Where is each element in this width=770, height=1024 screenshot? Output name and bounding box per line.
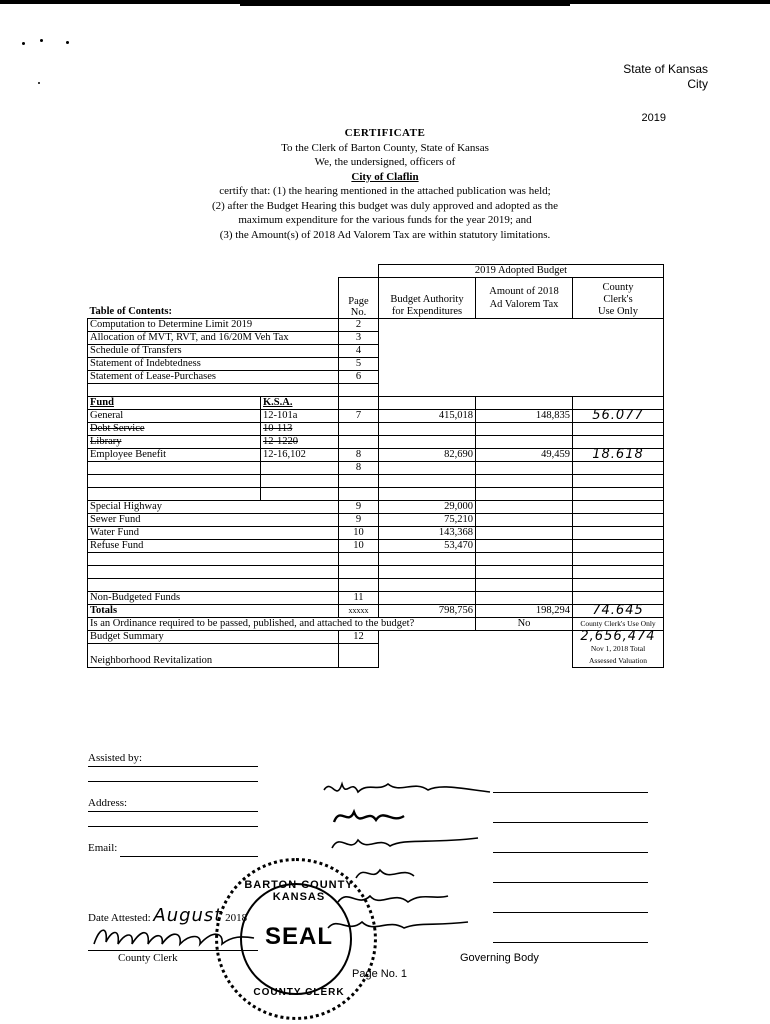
clerk-value: 74.645 (573, 604, 664, 617)
underline (88, 826, 258, 827)
page-header: Page No. (339, 278, 379, 319)
assisted-label: Assisted by: (88, 752, 143, 764)
fund-name: Employee Benefit (88, 448, 261, 461)
fund-name: General (88, 409, 261, 422)
table-row (88, 422, 664, 435)
fund-name: Library (88, 435, 261, 448)
clerk-value: 56.077 (573, 409, 664, 422)
summary-label: Budget Summary (88, 630, 339, 643)
signature-line (493, 852, 648, 853)
budget-year: 2019 (641, 112, 666, 124)
state-label: State of Kansas (623, 62, 708, 76)
speck (38, 82, 40, 84)
page-number: 9 (339, 500, 379, 513)
type-label: City (687, 77, 708, 91)
table-row (88, 461, 664, 474)
tax-value: 198,294 (476, 604, 573, 617)
page-number: 10 (339, 526, 379, 539)
table-row (88, 630, 664, 643)
page-number: 11 (339, 591, 379, 604)
underline (88, 811, 258, 812)
top-border-2 (240, 4, 570, 6)
contents-label: Computation to Determine Limit 2019 (88, 318, 339, 331)
table-row (88, 617, 664, 630)
neighborhood-label: Neighborhood Revitalization (88, 643, 339, 668)
signature-line (493, 792, 648, 793)
fund-name: Debt Service (88, 422, 261, 435)
fund-name: Special Highway (88, 500, 339, 513)
valuation-note: Nov 1, 2018 Total Assessed Valuation (573, 643, 664, 668)
certificate-line: maximum expenditure for the various funds for the year 2019; and (238, 214, 532, 226)
certificate-line: certify that: (1) the hearing mentioned in the attached publication was held; (219, 185, 551, 197)
clerk-note: County Clerk's Use Only (573, 617, 664, 630)
clerk-value: 18.618 (573, 448, 664, 461)
page-number: 2 (339, 318, 379, 331)
budget-value: 415,018 (379, 409, 476, 422)
date-attested: Date Attested: August 2018 (88, 905, 248, 926)
certificate-title: CERTIFICATE (344, 127, 426, 139)
budget-header: Budget Authority for Expenditures (379, 278, 476, 319)
underline (88, 781, 258, 782)
table-row (88, 448, 664, 461)
budget-value: 798,756 (379, 604, 476, 617)
fund-ksa: 12-1220 (261, 435, 339, 448)
tax-value: 49,459 (476, 448, 573, 461)
fund-name: Refuse Fund (88, 539, 339, 552)
fund-name: Sewer Fund (88, 513, 339, 526)
ordinance-answer: No (476, 617, 573, 630)
table-row (88, 487, 664, 500)
budget-value: 143,368 (379, 526, 476, 539)
budget-table (87, 264, 664, 668)
contents-label: Schedule of Transfers (88, 344, 339, 357)
table-row (88, 396, 664, 409)
signature-line (493, 822, 648, 823)
table-row (88, 513, 664, 526)
adopted-header: 2019 Adopted Budget (379, 265, 664, 278)
valuation-value: 2,656,474 (573, 630, 664, 643)
budget-value: 53,470 (379, 539, 476, 552)
budget-value: 29,000 (379, 500, 476, 513)
page-number: 4 (339, 344, 379, 357)
page-number: 8 (339, 461, 379, 474)
seal-bottom-text: COUNTY CLERK (253, 987, 345, 998)
budget-value: 82,690 (379, 448, 476, 461)
signature-line (493, 912, 648, 913)
page-number: 9 (339, 513, 379, 526)
contents-label: Statement of Lease-Purchases (88, 370, 339, 383)
county-clerk-label: County Clerk (118, 952, 178, 964)
page-number: 5 (339, 357, 379, 370)
certificate-line: We, the undersigned, officers of (314, 156, 456, 168)
certificate-line: (2) after the Budget Hearing this budget was duly approved and adopted as the (211, 199, 559, 212)
table-row (88, 435, 664, 448)
underline (88, 766, 258, 767)
speck (66, 41, 69, 44)
certificate-line: To the Clerk of Barton County, State of Kansas (281, 141, 489, 154)
table-row (88, 643, 664, 668)
signature-line (493, 942, 648, 943)
clerk-header: County Clerk's Use Only (573, 278, 664, 319)
signature-line (493, 882, 648, 883)
table-row (88, 318, 664, 331)
county-seal (215, 858, 377, 1020)
certificate-block (0, 126, 770, 242)
contents-label: Allocation of MVT, RVT, and 16/20M Veh Tax (88, 331, 339, 344)
fund-ksa: 10-113 (261, 422, 339, 435)
fund-header: Fund (88, 396, 261, 409)
city-name: City of Claflin (351, 170, 419, 183)
table-row (88, 409, 664, 422)
table-row (88, 604, 664, 617)
table-row (88, 578, 664, 591)
contents-header: Table of Contents: (89, 305, 172, 317)
totals-label: Totals (88, 604, 339, 617)
fund-name: Water Fund (88, 526, 339, 539)
table-row (88, 591, 664, 604)
ordinance-label: Is an Ordinance required to be passed, published, and attached to the budget? (88, 617, 476, 630)
table-row (88, 265, 664, 278)
page-number: 6 (339, 370, 379, 383)
email-label: Email: (88, 842, 118, 854)
seal-top-text: BARTON COUNTY KANSAS (244, 879, 354, 903)
governing-body-label: Governing Body (460, 952, 539, 964)
page-number: xxxxx (339, 604, 379, 617)
underline (120, 856, 258, 857)
certificate-line: (3) the Amount(s) of 2018 Ad Valorem Tax are within statutory limitations. (219, 228, 551, 241)
fund-name: Non-Budgeted Funds (88, 591, 339, 604)
speck (40, 39, 43, 42)
table-row (88, 539, 664, 552)
speck (22, 42, 25, 45)
amount-header: Amount of 2018 Ad Valorem Tax (476, 278, 573, 319)
page-number: 7 (339, 409, 379, 422)
page-number: 10 (339, 539, 379, 552)
page-number: 8 (339, 448, 379, 461)
page-number: 12 (339, 630, 379, 643)
address-label: Address: (88, 797, 128, 809)
fund-ksa: 12-101a (261, 409, 339, 422)
table-row (88, 500, 664, 513)
table-row (88, 526, 664, 539)
budget-value: 75,210 (379, 513, 476, 526)
table-row (88, 552, 664, 565)
tax-value: 148,835 (476, 409, 573, 422)
seal-center-text: SEAL (264, 923, 333, 950)
table-row (88, 474, 664, 487)
table-row (88, 565, 664, 578)
page-number-footer: Page No. 1 (352, 968, 408, 980)
contents-label: Statement of Indebtedness (88, 357, 339, 370)
ksa-header: K.S.A. (261, 396, 339, 409)
table-header-row (88, 278, 664, 319)
fund-ksa: 12-16,102 (261, 448, 339, 461)
page-number: 3 (339, 331, 379, 344)
